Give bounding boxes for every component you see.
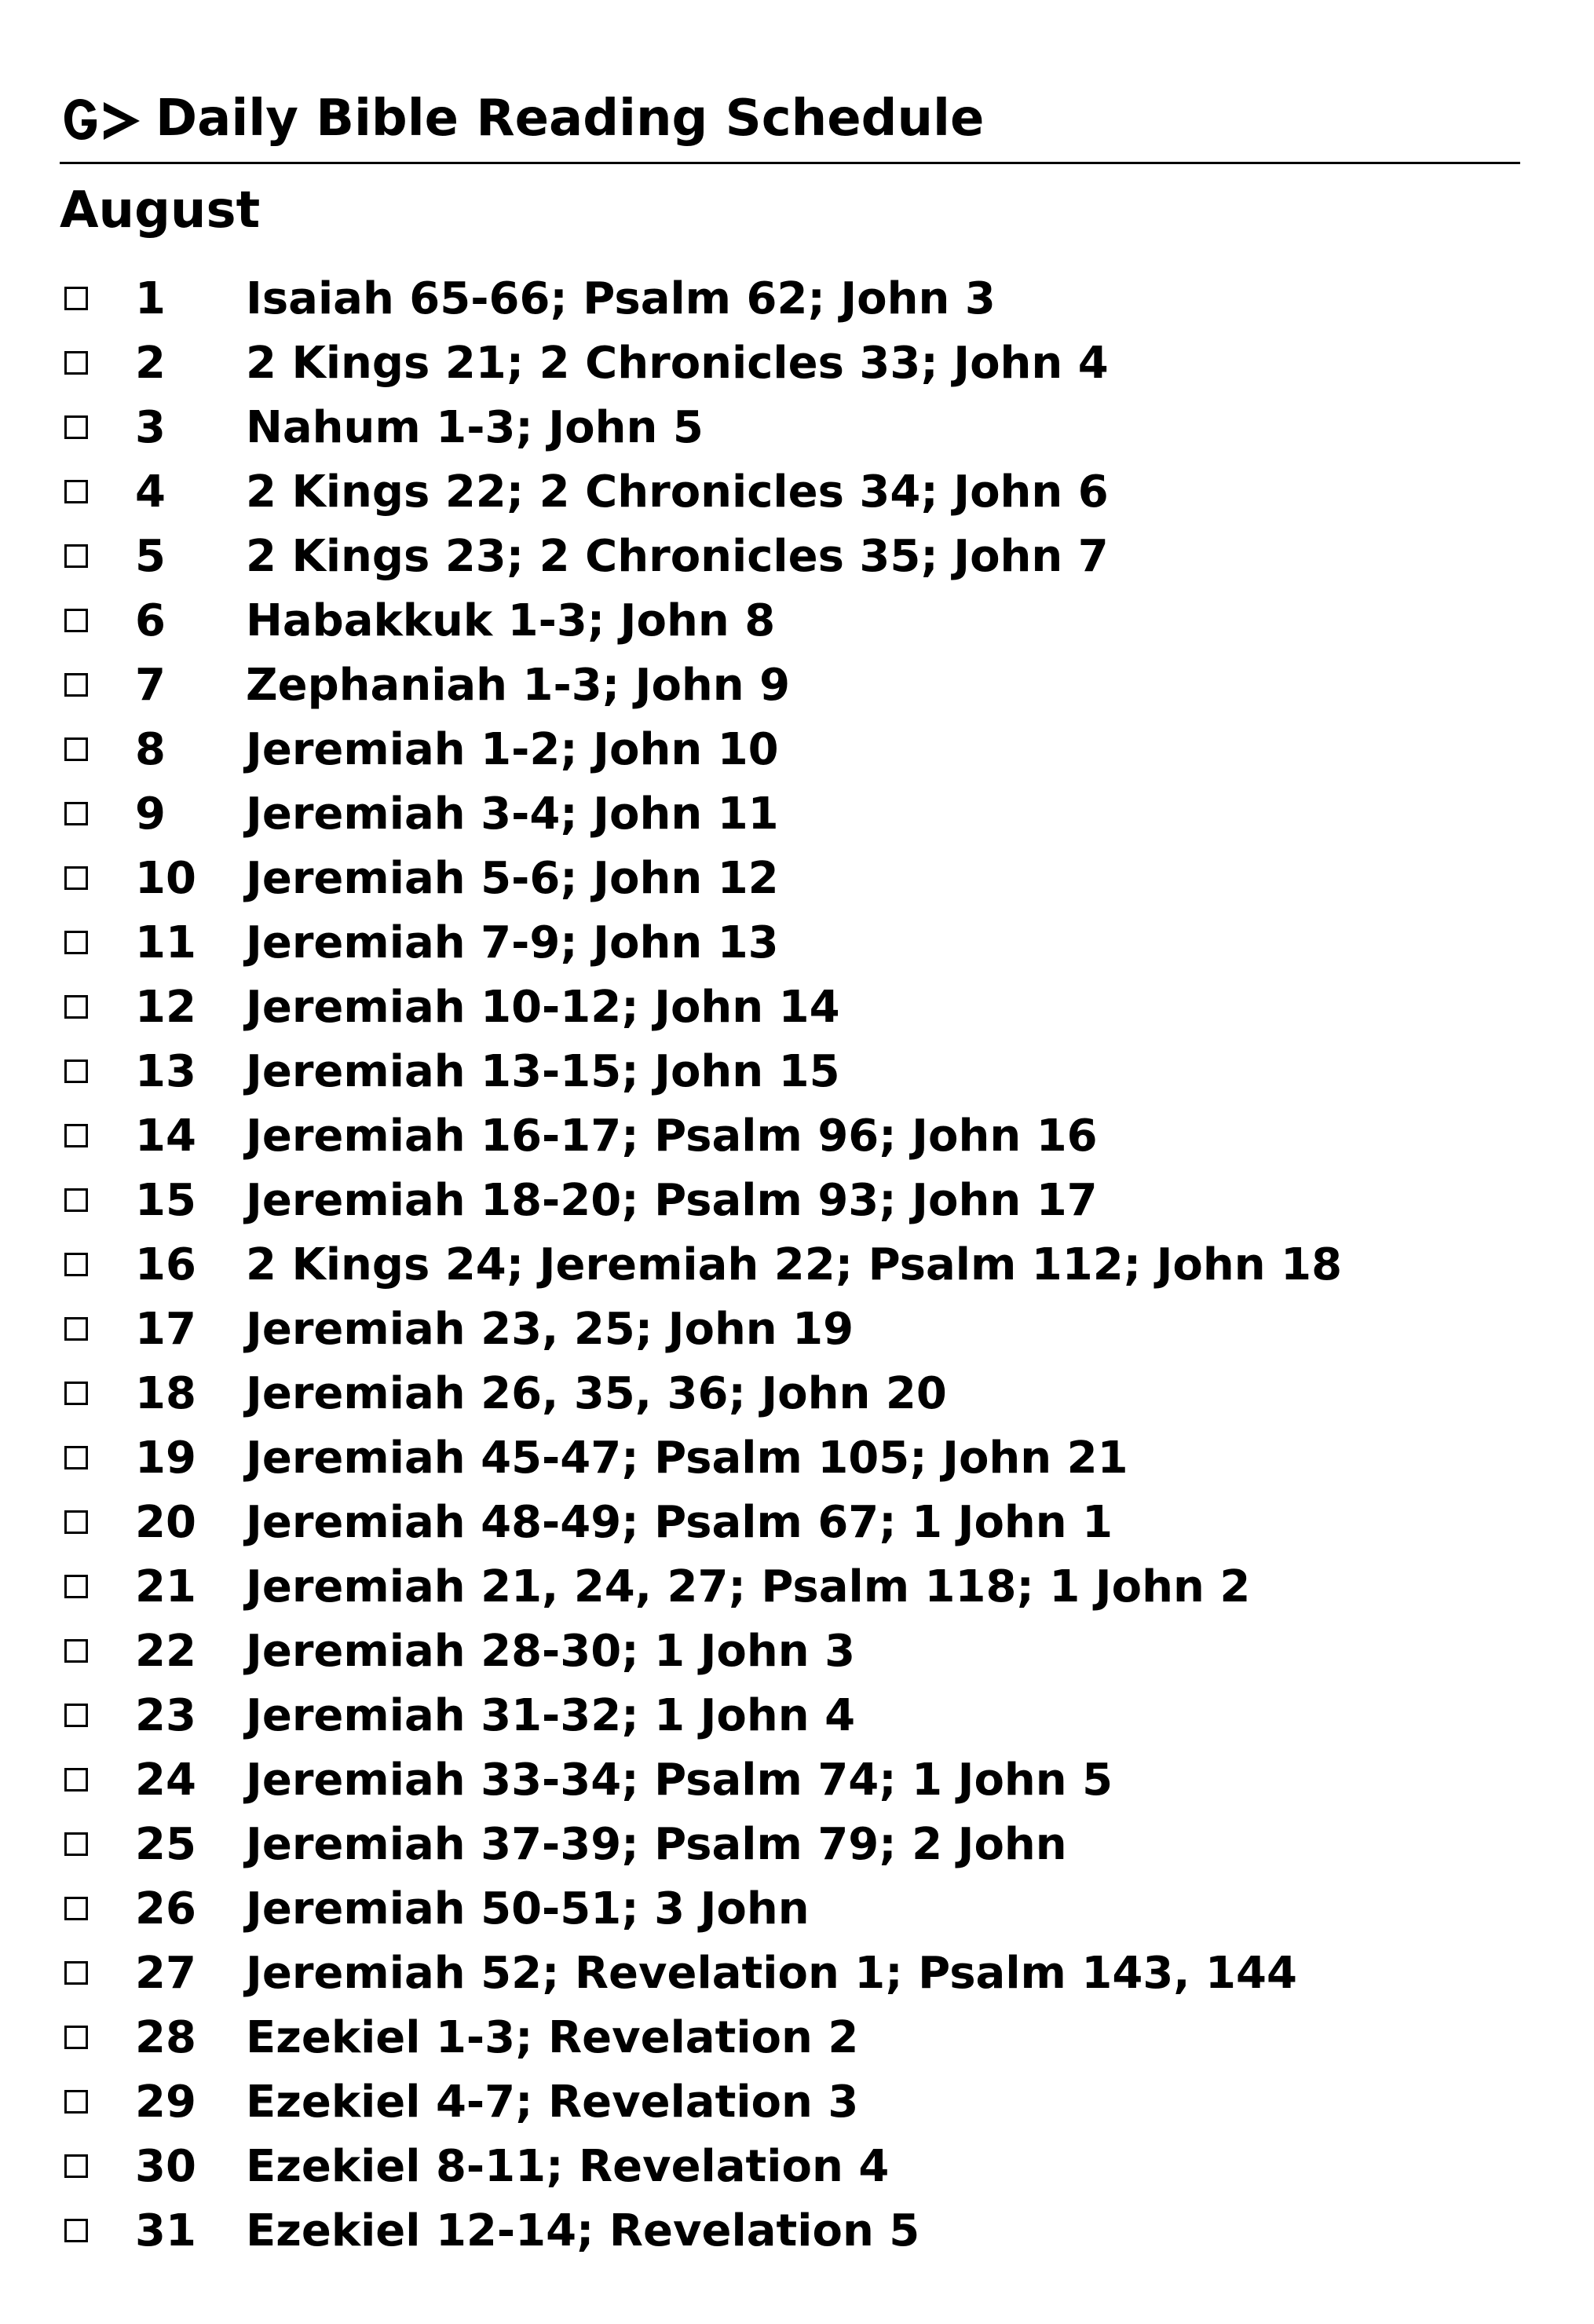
reading-checkbox[interactable]: [64, 1317, 88, 1341]
reading-row: [60, 911, 1520, 975]
reading-passages: Jeremiah 5-6; John 12: [246, 853, 779, 904]
reading-passages: 2 Kings 22; 2 Chronicles 34; John 6: [246, 467, 1109, 518]
reading-row: [60, 1684, 1520, 1748]
day-number: 19: [135, 1433, 196, 1484]
day-number: 7: [135, 660, 166, 711]
reading-row: [60, 1619, 1520, 1684]
reading-row: [60, 2199, 1520, 2264]
reading-checkbox[interactable]: [64, 1510, 88, 1534]
reading-row: [60, 1555, 1520, 1619]
reading-passages: Jeremiah 37-39; Psalm 79; 2 John: [246, 1819, 1067, 1870]
reading-checkbox[interactable]: [64, 1704, 88, 1727]
reading-passages: Zephaniah 1-3; John 9: [246, 660, 791, 711]
reading-checkbox[interactable]: [64, 480, 88, 503]
reading-passages: Jeremiah 52; Revelation 1; Psalm 143, 144: [246, 1948, 1297, 1999]
day-number: 25: [135, 1819, 196, 1870]
reading-checkbox[interactable]: [64, 802, 88, 825]
reading-row: [60, 1362, 1520, 1426]
day-number: 13: [135, 1046, 196, 1097]
day-number: 24: [135, 1755, 196, 1806]
reading-passages: Ezekiel 4-7; Revelation 3: [246, 2077, 859, 2128]
reading-passages: 2 Kings 23; 2 Chronicles 35; John 7: [246, 531, 1109, 582]
day-number: 14: [135, 1111, 196, 1162]
reading-passages: Jeremiah 10-12; John 14: [246, 982, 840, 1033]
day-number: 20: [135, 1497, 196, 1548]
reading-row: [60, 1748, 1520, 1813]
day-number: 22: [135, 1626, 196, 1677]
reading-row: [60, 782, 1520, 847]
reading-passages: Ezekiel 1-3; Revelation 2: [246, 2012, 859, 2063]
day-number: 21: [135, 1561, 196, 1612]
reading-passages: 2 Kings 21; 2 Chronicles 33; John 4: [246, 338, 1109, 389]
day-number: 18: [135, 1368, 196, 1419]
day-number: 29: [135, 2077, 196, 2128]
month-heading: August: [60, 181, 261, 240]
reading-checkbox[interactable]: [64, 1575, 88, 1598]
reading-checkbox[interactable]: [64, 737, 88, 761]
day-number: 15: [135, 1175, 196, 1226]
reading-row: [60, 1877, 1520, 1942]
day-number: 16: [135, 1239, 196, 1290]
reading-passages: Jeremiah 45-47; Psalm 105; John 21: [246, 1433, 1128, 1484]
reading-row: [60, 589, 1520, 653]
reading-passages: Jeremiah 18-20; Psalm 93; John 17: [246, 1175, 1098, 1226]
reading-passages: Jeremiah 28-30; 1 John 3: [246, 1626, 856, 1677]
reading-row: [60, 653, 1520, 718]
day-number: 8: [135, 724, 166, 775]
reading-checkbox[interactable]: [64, 287, 88, 310]
reading-passages: Isaiah 65-66; Psalm 62; John 3: [246, 273, 996, 324]
reading-checkbox[interactable]: [64, 2219, 88, 2242]
reading-passages: Habakkuk 1-3; John 8: [246, 595, 776, 646]
reading-checkbox[interactable]: [64, 2154, 88, 2178]
reading-checkbox[interactable]: [64, 1961, 88, 1985]
reading-passages: Nahum 1-3; John 5: [246, 402, 704, 453]
reading-passages: Jeremiah 23, 25; John 19: [246, 1304, 854, 1355]
reading-row: [60, 718, 1520, 782]
reading-passages: Jeremiah 50-51; 3 John: [246, 1883, 810, 1934]
day-number: 1: [135, 273, 166, 324]
day-number: 12: [135, 982, 196, 1033]
reading-passages: Jeremiah 7-9; John 13: [246, 917, 779, 968]
reading-row: [60, 1104, 1520, 1169]
day-number: 26: [135, 1883, 196, 1934]
day-number: 6: [135, 595, 166, 646]
reading-passages: 2 Kings 24; Jeremiah 22; Psalm 112; John 18: [246, 1239, 1343, 1290]
reading-checkbox[interactable]: [64, 1832, 88, 1856]
reading-checkbox[interactable]: [64, 1188, 88, 1212]
reading-row: [60, 1426, 1520, 1491]
day-number: 28: [135, 2012, 196, 2063]
reading-checkbox[interactable]: [64, 1060, 88, 1083]
reading-checkbox[interactable]: [64, 1124, 88, 1147]
day-number: 17: [135, 1304, 196, 1355]
reading-checkbox[interactable]: [64, 673, 88, 697]
reading-row: [60, 267, 1520, 331]
reading-row: [60, 975, 1520, 1040]
reading-passages: Jeremiah 13-15; John 15: [246, 1046, 840, 1097]
reading-row: [60, 2135, 1520, 2199]
reading-checkbox[interactable]: [64, 866, 88, 890]
day-number: 4: [135, 467, 166, 518]
reading-row: [60, 847, 1520, 911]
reading-passages: Jeremiah 3-4; John 11: [246, 789, 779, 840]
reading-row: [60, 1233, 1520, 1297]
reading-row: [60, 460, 1520, 525]
day-number: 10: [135, 853, 196, 904]
reading-checkbox[interactable]: [64, 609, 88, 632]
reading-row: [60, 1169, 1520, 1233]
reading-checkbox[interactable]: [64, 2090, 88, 2114]
day-number: 23: [135, 1690, 196, 1741]
reading-passages: Jeremiah 21, 24, 27; Psalm 118; 1 John 2: [246, 1561, 1251, 1612]
reading-checkbox[interactable]: [64, 1446, 88, 1469]
reading-checkbox[interactable]: [64, 931, 88, 954]
day-number: 9: [135, 789, 166, 840]
reading-row: [60, 2006, 1520, 2070]
reading-passages: Jeremiah 33-34; Psalm 74; 1 John 5: [246, 1755, 1113, 1806]
reading-checkbox[interactable]: [64, 1253, 88, 1276]
day-number: 30: [135, 2141, 196, 2192]
reading-passages: Jeremiah 1-2; John 10: [246, 724, 779, 775]
reading-checkbox[interactable]: [64, 544, 88, 568]
reading-checkbox[interactable]: [64, 351, 88, 375]
reading-list: [60, 267, 1520, 2264]
reading-row: [60, 331, 1520, 396]
reading-passages: Jeremiah 31-32; 1 John 4: [246, 1690, 856, 1741]
day-number: 2: [135, 338, 166, 389]
reading-checkbox[interactable]: [64, 1639, 88, 1663]
reading-row: [60, 396, 1520, 460]
day-number: 5: [135, 531, 166, 582]
reading-checkbox[interactable]: [64, 2026, 88, 2049]
reading-row: [60, 2070, 1520, 2135]
reading-checkbox[interactable]: [64, 415, 88, 439]
reading-row: [60, 525, 1520, 589]
reading-checkbox[interactable]: [64, 1382, 88, 1405]
day-number: 11: [135, 917, 196, 968]
page-title: Daily Bible Reading Schedule: [155, 90, 985, 148]
reading-row: [60, 1297, 1520, 1362]
day-number: 31: [135, 2205, 196, 2256]
reading-passages: Jeremiah 48-49; Psalm 67; 1 John 1: [246, 1497, 1113, 1548]
reading-passages: Ezekiel 8-11; Revelation 4: [246, 2141, 890, 2192]
reading-passages: Ezekiel 12-14; Revelation 5: [246, 2205, 920, 2256]
reading-row: [60, 1040, 1520, 1104]
page-header: [60, 86, 1520, 164]
reading-passages: Jeremiah 16-17; Psalm 96; John 16: [246, 1111, 1098, 1162]
reading-row: [60, 1813, 1520, 1877]
day-number: 27: [135, 1948, 196, 1999]
reading-checkbox[interactable]: [64, 1768, 88, 1791]
reading-passages: Jeremiah 26, 35, 36; John 20: [246, 1368, 947, 1419]
day-number: 3: [135, 402, 166, 453]
reading-checkbox[interactable]: [64, 1897, 88, 1920]
reading-checkbox[interactable]: [64, 995, 88, 1019]
reading-row: [60, 1491, 1520, 1555]
reading-row: [60, 1942, 1520, 2006]
gt-logo-icon: [60, 91, 141, 151]
